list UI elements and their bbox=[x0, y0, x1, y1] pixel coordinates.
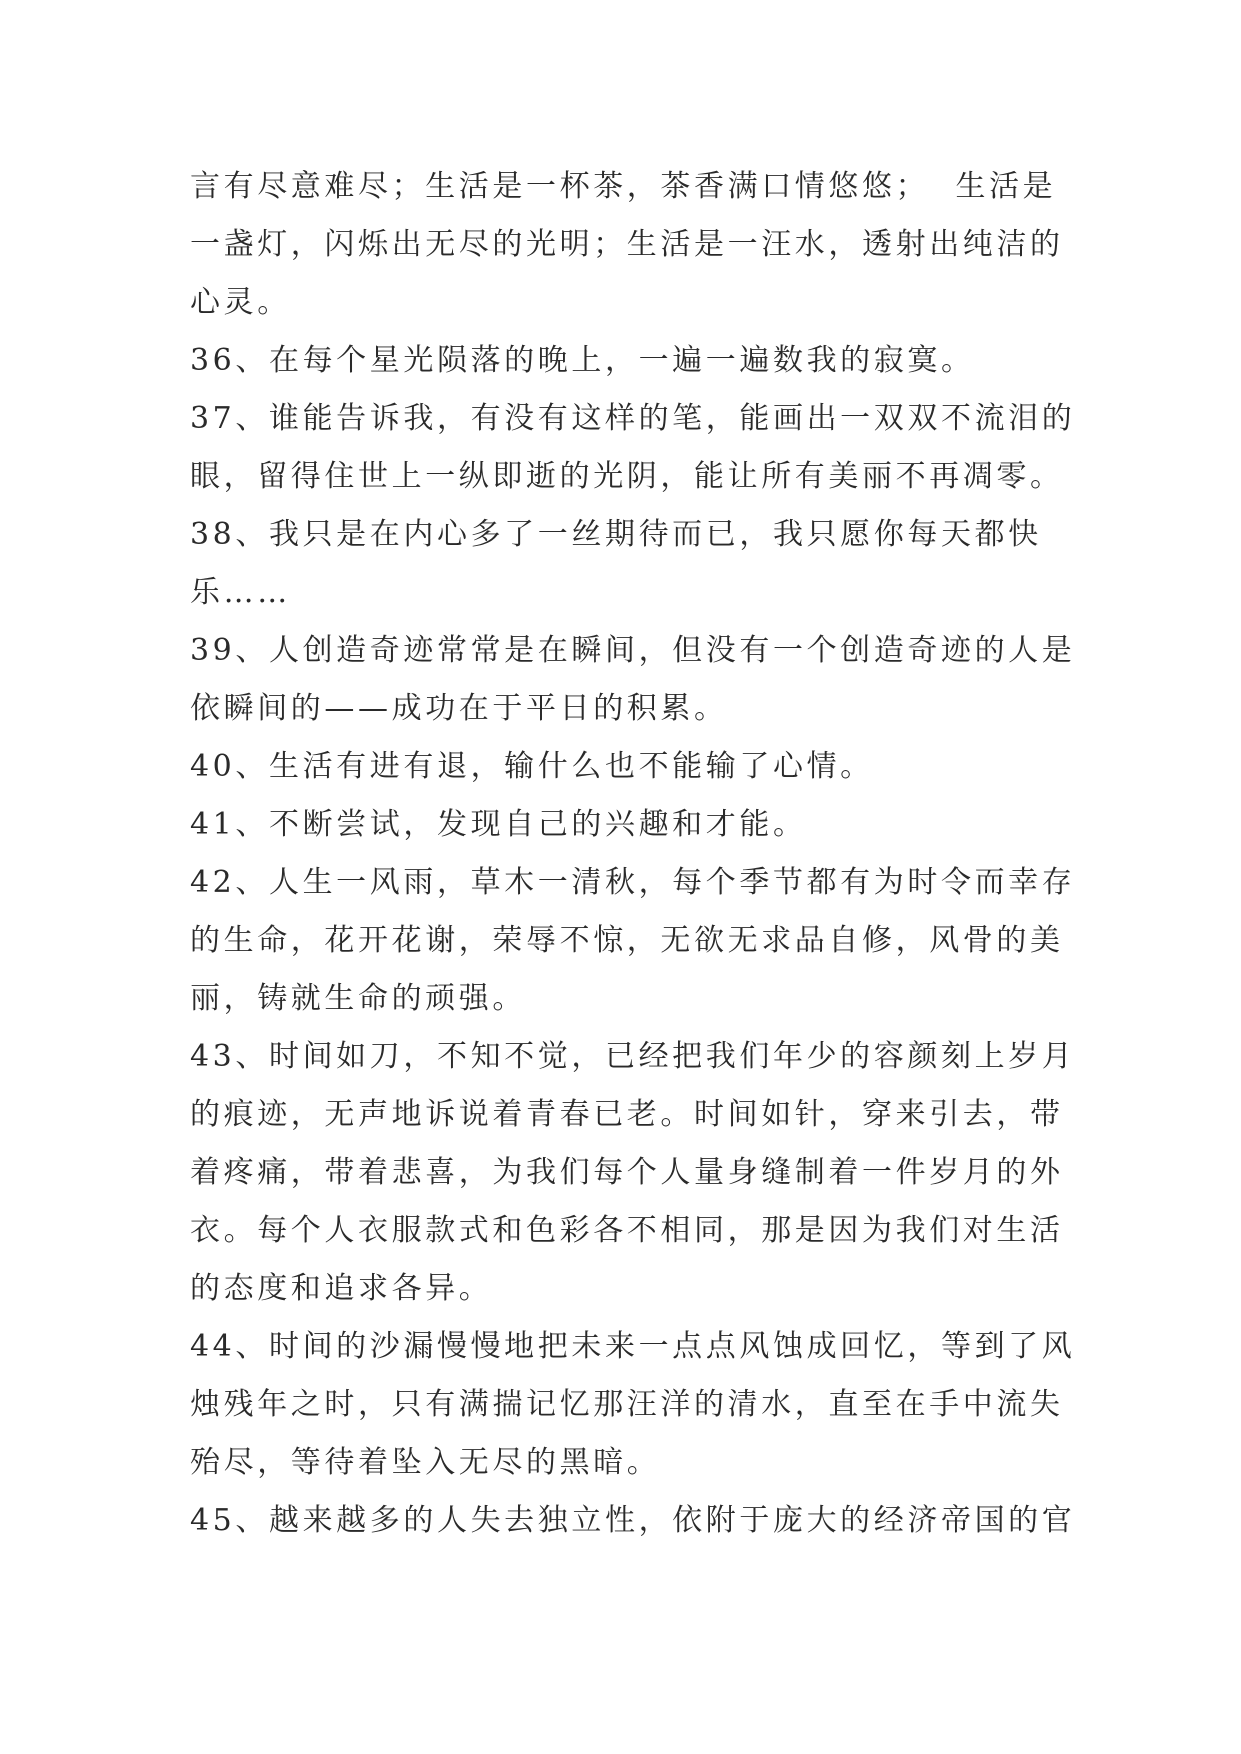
text-line: 39、人创造奇迹常常是在瞬间，但没有一个创造奇迹的人是 bbox=[190, 633, 1076, 668]
text-line: 43、时间如刀，不知不觉，已经把我们年少的容颜刻上岁月 bbox=[190, 1039, 1076, 1074]
text-line: 的生命，花开花谢，荣辱不惊，无欲无求品自修，风骨的美 bbox=[190, 923, 1064, 958]
text-line: 一盏灯，闪烁出无尽的光明；生活是一汪水，透射出纯洁的 bbox=[190, 227, 1064, 262]
text-line: 37、谁能告诉我，有没有这样的笔，能画出一双双不流泪的 bbox=[190, 401, 1076, 436]
text-line: 言有尽意难尽；生活是一杯茶，茶香满口情悠悠； 生活是 bbox=[190, 169, 1057, 204]
body-text bbox=[190, 158, 1076, 1550]
text-line: 烛残年之时，只有满揣记忆那汪洋的清水，直至在手中流失 bbox=[190, 1387, 1064, 1422]
text-line: 丽，铸就生命的顽强。 bbox=[190, 981, 526, 1016]
text-line: 的态度和追求各异。 bbox=[190, 1271, 493, 1306]
text-line: 41、不断尝试，发现自己的兴趣和才能。 bbox=[190, 807, 807, 842]
text-line: 的痕迹，无声地诉说着青春已老。时间如针，穿来引去，带 bbox=[190, 1097, 1064, 1132]
text-line: 眼，留得住世上一纵即逝的光阴，能让所有美丽不再凋零。 bbox=[190, 459, 1064, 494]
text-line: 44、时间的沙漏慢慢地把未来一点点风蚀成回忆，等到了风 bbox=[190, 1329, 1076, 1364]
text-line: 45、越来越多的人失去独立性，依附于庞大的经济帝国的官 bbox=[190, 1503, 1076, 1538]
text-line: 心灵。 bbox=[190, 285, 291, 320]
text-line: 衣。每个人衣服款式和色彩各不相同，那是因为我们对生活 bbox=[190, 1213, 1064, 1248]
text-line: 殆尽，等待着坠入无尽的黑暗。 bbox=[190, 1445, 661, 1480]
text-line: 42、人生一风雨，草木一清秋，每个季节都有为时令而幸存 bbox=[190, 865, 1076, 900]
text-line: 36、在每个星光陨落的晚上，一遍一遍数我的寂寞。 bbox=[190, 343, 975, 378]
text-line: 着疼痛，带着悲喜，为我们每个人量身缝制着一件岁月的外 bbox=[190, 1155, 1064, 1190]
text-line: 乐…… bbox=[190, 575, 291, 610]
text-line: 依瞬间的——成功在于平日的积累。 bbox=[190, 691, 728, 726]
text-line: 38、我只是在内心多了一丝期待而已，我只愿你每天都快 bbox=[190, 517, 1042, 552]
text-line: 40、生活有进有退，输什么也不能输了心情。 bbox=[190, 749, 874, 784]
